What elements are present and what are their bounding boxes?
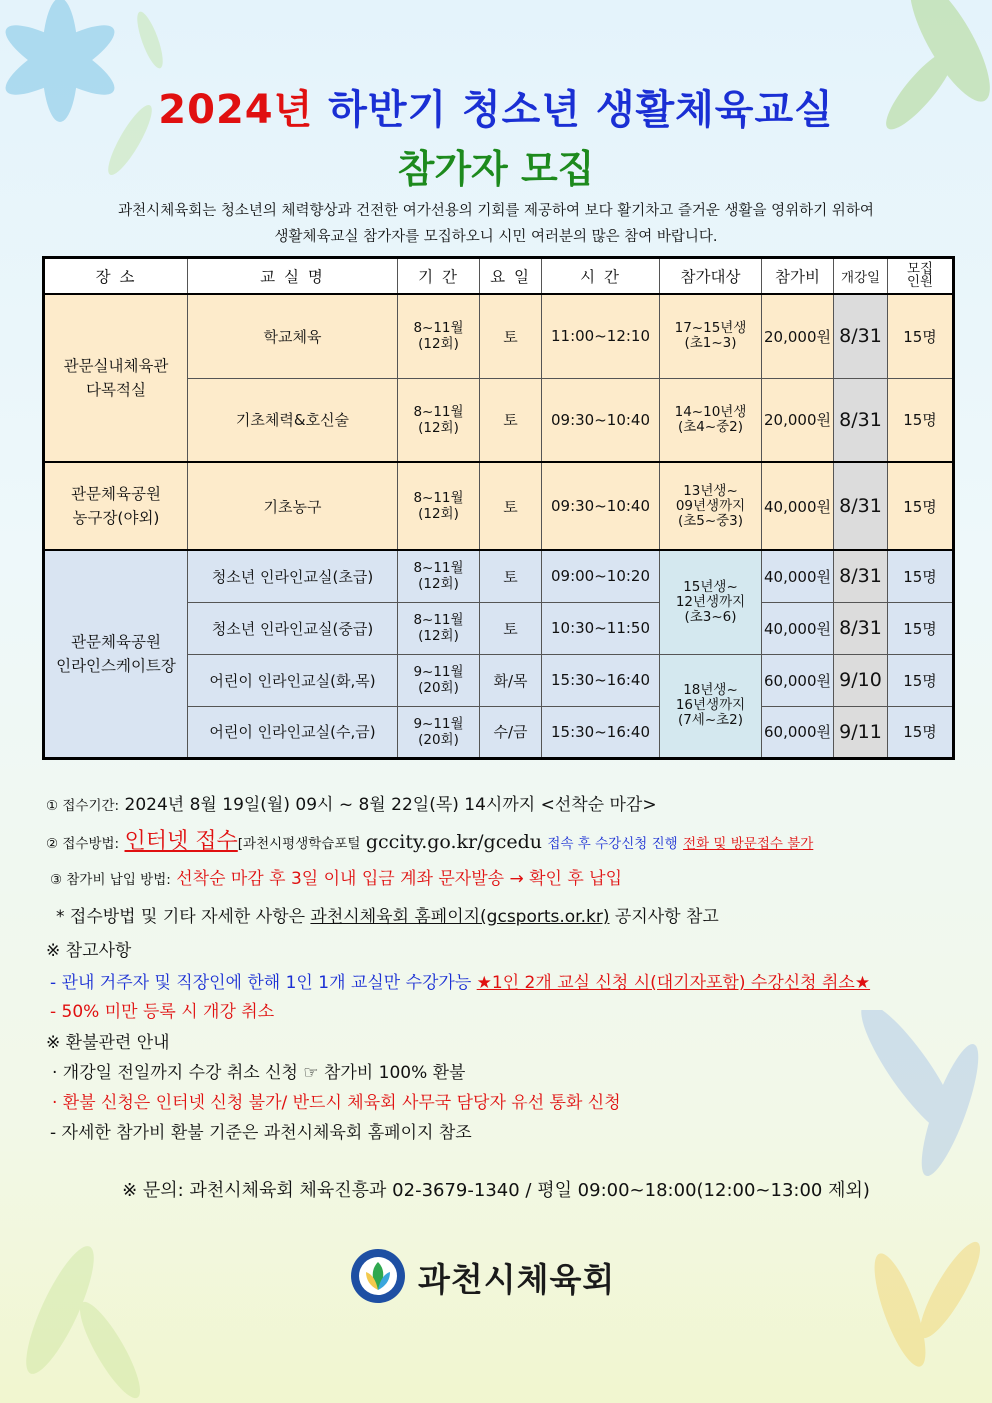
flower-decoration-bottom-left [0, 1180, 180, 1403]
note-3-value: 선착순 마감 후 3일 이내 입금 계좌 문자발송 → 확인 후 납입 [176, 869, 623, 889]
class-cell: 학교체육 [188, 294, 398, 378]
place-cell: 관문실내체육관 다목적실 [44, 294, 188, 462]
header-day: 요 일 [480, 258, 542, 295]
reference-title: ※ 참고사항 [46, 941, 132, 961]
table-header-row [44, 258, 954, 295]
fee-cell: 40,000원 [762, 602, 834, 654]
header-capacity: 모집 인원 [888, 258, 954, 295]
target-cell: 17~15년생 (초1~3) [660, 294, 762, 378]
emblem-icon [350, 1248, 406, 1304]
title-main: 하반기 청소년 생활체육교실 [328, 87, 834, 133]
fee-cell: 20,000원 [762, 294, 834, 378]
capacity-cell: 15명 [888, 706, 954, 758]
note-2-label: ② 접수방법: [46, 836, 120, 852]
refund-3: - 자세한 참가비 환불 기준은 과천시체육회 홈페이지 참조 [50, 1123, 472, 1143]
reference-2: - 50% 미만 등록 시 개강 취소 [50, 1002, 275, 1022]
start-cell: 8/31 [834, 550, 888, 602]
organization-logo [350, 1246, 650, 1306]
class-cell: 어린이 인라인교실(화,목) [188, 654, 398, 706]
start-cell: 8/31 [834, 378, 888, 462]
note-detail [56, 902, 719, 927]
capacity-cell: 15명 [888, 378, 954, 462]
class-cell: 기초체력&호신술 [188, 378, 398, 462]
time-cell: 10:30~11:50 [542, 602, 660, 654]
title-year: 2024년 [158, 87, 314, 133]
note-4-link[interactable]: 과천시체육회 홈페이지(gcsports.or.kr) [310, 907, 610, 927]
note-4-post: 공지사항 참고 [614, 907, 719, 927]
day-cell: 토 [480, 462, 542, 550]
class-cell: 어린이 인라인교실(수,금) [188, 706, 398, 758]
start-cell: 9/10 [834, 654, 888, 706]
header-class: 교 실 명 [188, 258, 398, 295]
fee-cell: 40,000원 [762, 550, 834, 602]
note-2-portal: [과천시평생학습포털 [237, 836, 361, 852]
reference-1 [50, 968, 870, 993]
capacity-cell: 15명 [888, 654, 954, 706]
time-cell: 15:30~16:40 [542, 654, 660, 706]
note-application-method [46, 824, 813, 855]
fee-cell: 60,000원 [762, 654, 834, 706]
day-cell: 토 [480, 378, 542, 462]
intro-line-1: 과천시체육회는 청소년의 체력향상과 건전한 여가선용의 기회를 제공하여 보다 활기차고 즐거운 생활을 영위하기 위하여 [118, 203, 874, 219]
table-row [44, 462, 954, 550]
start-cell: 8/31 [834, 294, 888, 378]
header-target: 참가대상 [660, 258, 762, 295]
time-cell: 11:00~12:10 [542, 294, 660, 378]
refund-1: · 개강일 전일까지 수강 취소 신청 ☞ 참가비 100% 환불 [52, 1063, 466, 1083]
capacity-cell: 15명 [888, 294, 954, 378]
fee-cell: 20,000원 [762, 378, 834, 462]
note-2-after: 접속 후 수강신청 진행 [547, 836, 678, 852]
intro-text [40, 198, 952, 250]
fee-cell: 40,000원 [762, 462, 834, 550]
day-cell: 화/목 [480, 654, 542, 706]
reference-1-text: - 관내 거주자 및 직장인에 한해 1인 1개 교실만 수강가능 [50, 973, 472, 993]
day-cell: 토 [480, 550, 542, 602]
class-cell: 청소년 인라인교실(초급) [188, 550, 398, 602]
note-1-label: ① 접수기간: [46, 798, 120, 814]
time-cell: 09:30~10:40 [542, 378, 660, 462]
intro-line-2: 생활체육교실 참가자를 모집하오니 시민 여러분의 많은 참여 바랍니다. [274, 229, 718, 245]
note-3-label: ③ 참가비 납입 방법: [50, 872, 171, 888]
page-title [0, 78, 992, 135]
capacity-cell: 15명 [888, 550, 954, 602]
target-cell: 13년생~ 09년생까지 (초5~중3) [660, 462, 762, 550]
fee-cell: 60,000원 [762, 706, 834, 758]
day-cell: 토 [480, 294, 542, 378]
header-fee: 참가비 [762, 258, 834, 295]
time-cell: 09:00~10:20 [542, 550, 660, 602]
place-cell: 관문체육공원 인라인스케이트장 [44, 550, 188, 758]
period-cell: 9~11월 (20회) [398, 654, 480, 706]
refund-title: ※ 환불관련 안내 [46, 1033, 170, 1053]
table-row [44, 550, 954, 602]
schedule-table [42, 256, 955, 760]
note-2-warning: 전화 및 방문접수 불가 [683, 836, 814, 852]
flower-decoration-bottom-right [780, 1010, 992, 1403]
note-4-pre: * 접수방법 및 기타 자세한 사항은 [56, 907, 306, 927]
note-2-main: 인터넷 접수 [124, 829, 238, 854]
note-application-period [46, 790, 657, 815]
target-cell: 14~10년생 (초4~중2) [660, 378, 762, 462]
place-cell: 관문체육공원 농구장(야외) [44, 462, 188, 550]
time-cell: 09:30~10:40 [542, 462, 660, 550]
capacity-cell: 15명 [888, 462, 954, 550]
note-2-url[interactable]: gccity.go.kr/gcedu [365, 831, 542, 853]
header-start: 개강일 [834, 258, 888, 295]
logo-name: 과천시체육회 [418, 1260, 616, 1299]
target-cell: 15년생~ 12년생까지 (초3~6) [660, 550, 762, 654]
start-cell: 8/31 [834, 462, 888, 550]
capacity-cell: 15명 [888, 602, 954, 654]
header-period: 기 간 [398, 258, 480, 295]
period-cell: 8~11월 (12회) [398, 602, 480, 654]
header-time: 시 간 [542, 258, 660, 295]
time-cell: 15:30~16:40 [542, 706, 660, 758]
day-cell: 수/금 [480, 706, 542, 758]
target-cell: 18년생~ 16년생까지 (7세~초2) [660, 654, 762, 758]
contact-info: ※ 문의: 과천시체육회 체육진흥과 02-3679-1340 / 평일 09:00~18:00(12:00~13:00 제외) [122, 1180, 870, 1201]
refund-2: · 환불 신청은 인터넷 신청 불가/ 반드시 체육회 사무국 담당자 유선 통화 신청 [52, 1093, 621, 1113]
reference-1-warning: ★1인 2개 교실 신청 시(대기자포함) 수강신청 취소★ [476, 973, 871, 993]
period-cell: 9~11월 (20회) [398, 706, 480, 758]
note-payment-method [50, 864, 622, 889]
note-1-value: 2024년 8월 19일(월) 09시 ~ 8월 22일(목) 14시까지 <선착순 마감> [124, 795, 657, 815]
start-cell: 9/11 [834, 706, 888, 758]
period-cell: 8~11월 (12회) [398, 462, 480, 550]
period-cell: 8~11월 (12회) [398, 378, 480, 462]
page-subtitle: 참가자 모집 [397, 147, 595, 191]
table-row [44, 294, 954, 378]
day-cell: 토 [480, 602, 542, 654]
class-cell: 청소년 인라인교실(중급) [188, 602, 398, 654]
start-cell: 8/31 [834, 602, 888, 654]
class-cell: 기초농구 [188, 462, 398, 550]
period-cell: 8~11월 (12회) [398, 550, 480, 602]
header-place: 장 소 [44, 258, 188, 295]
period-cell: 8~11월 (12회) [398, 294, 480, 378]
